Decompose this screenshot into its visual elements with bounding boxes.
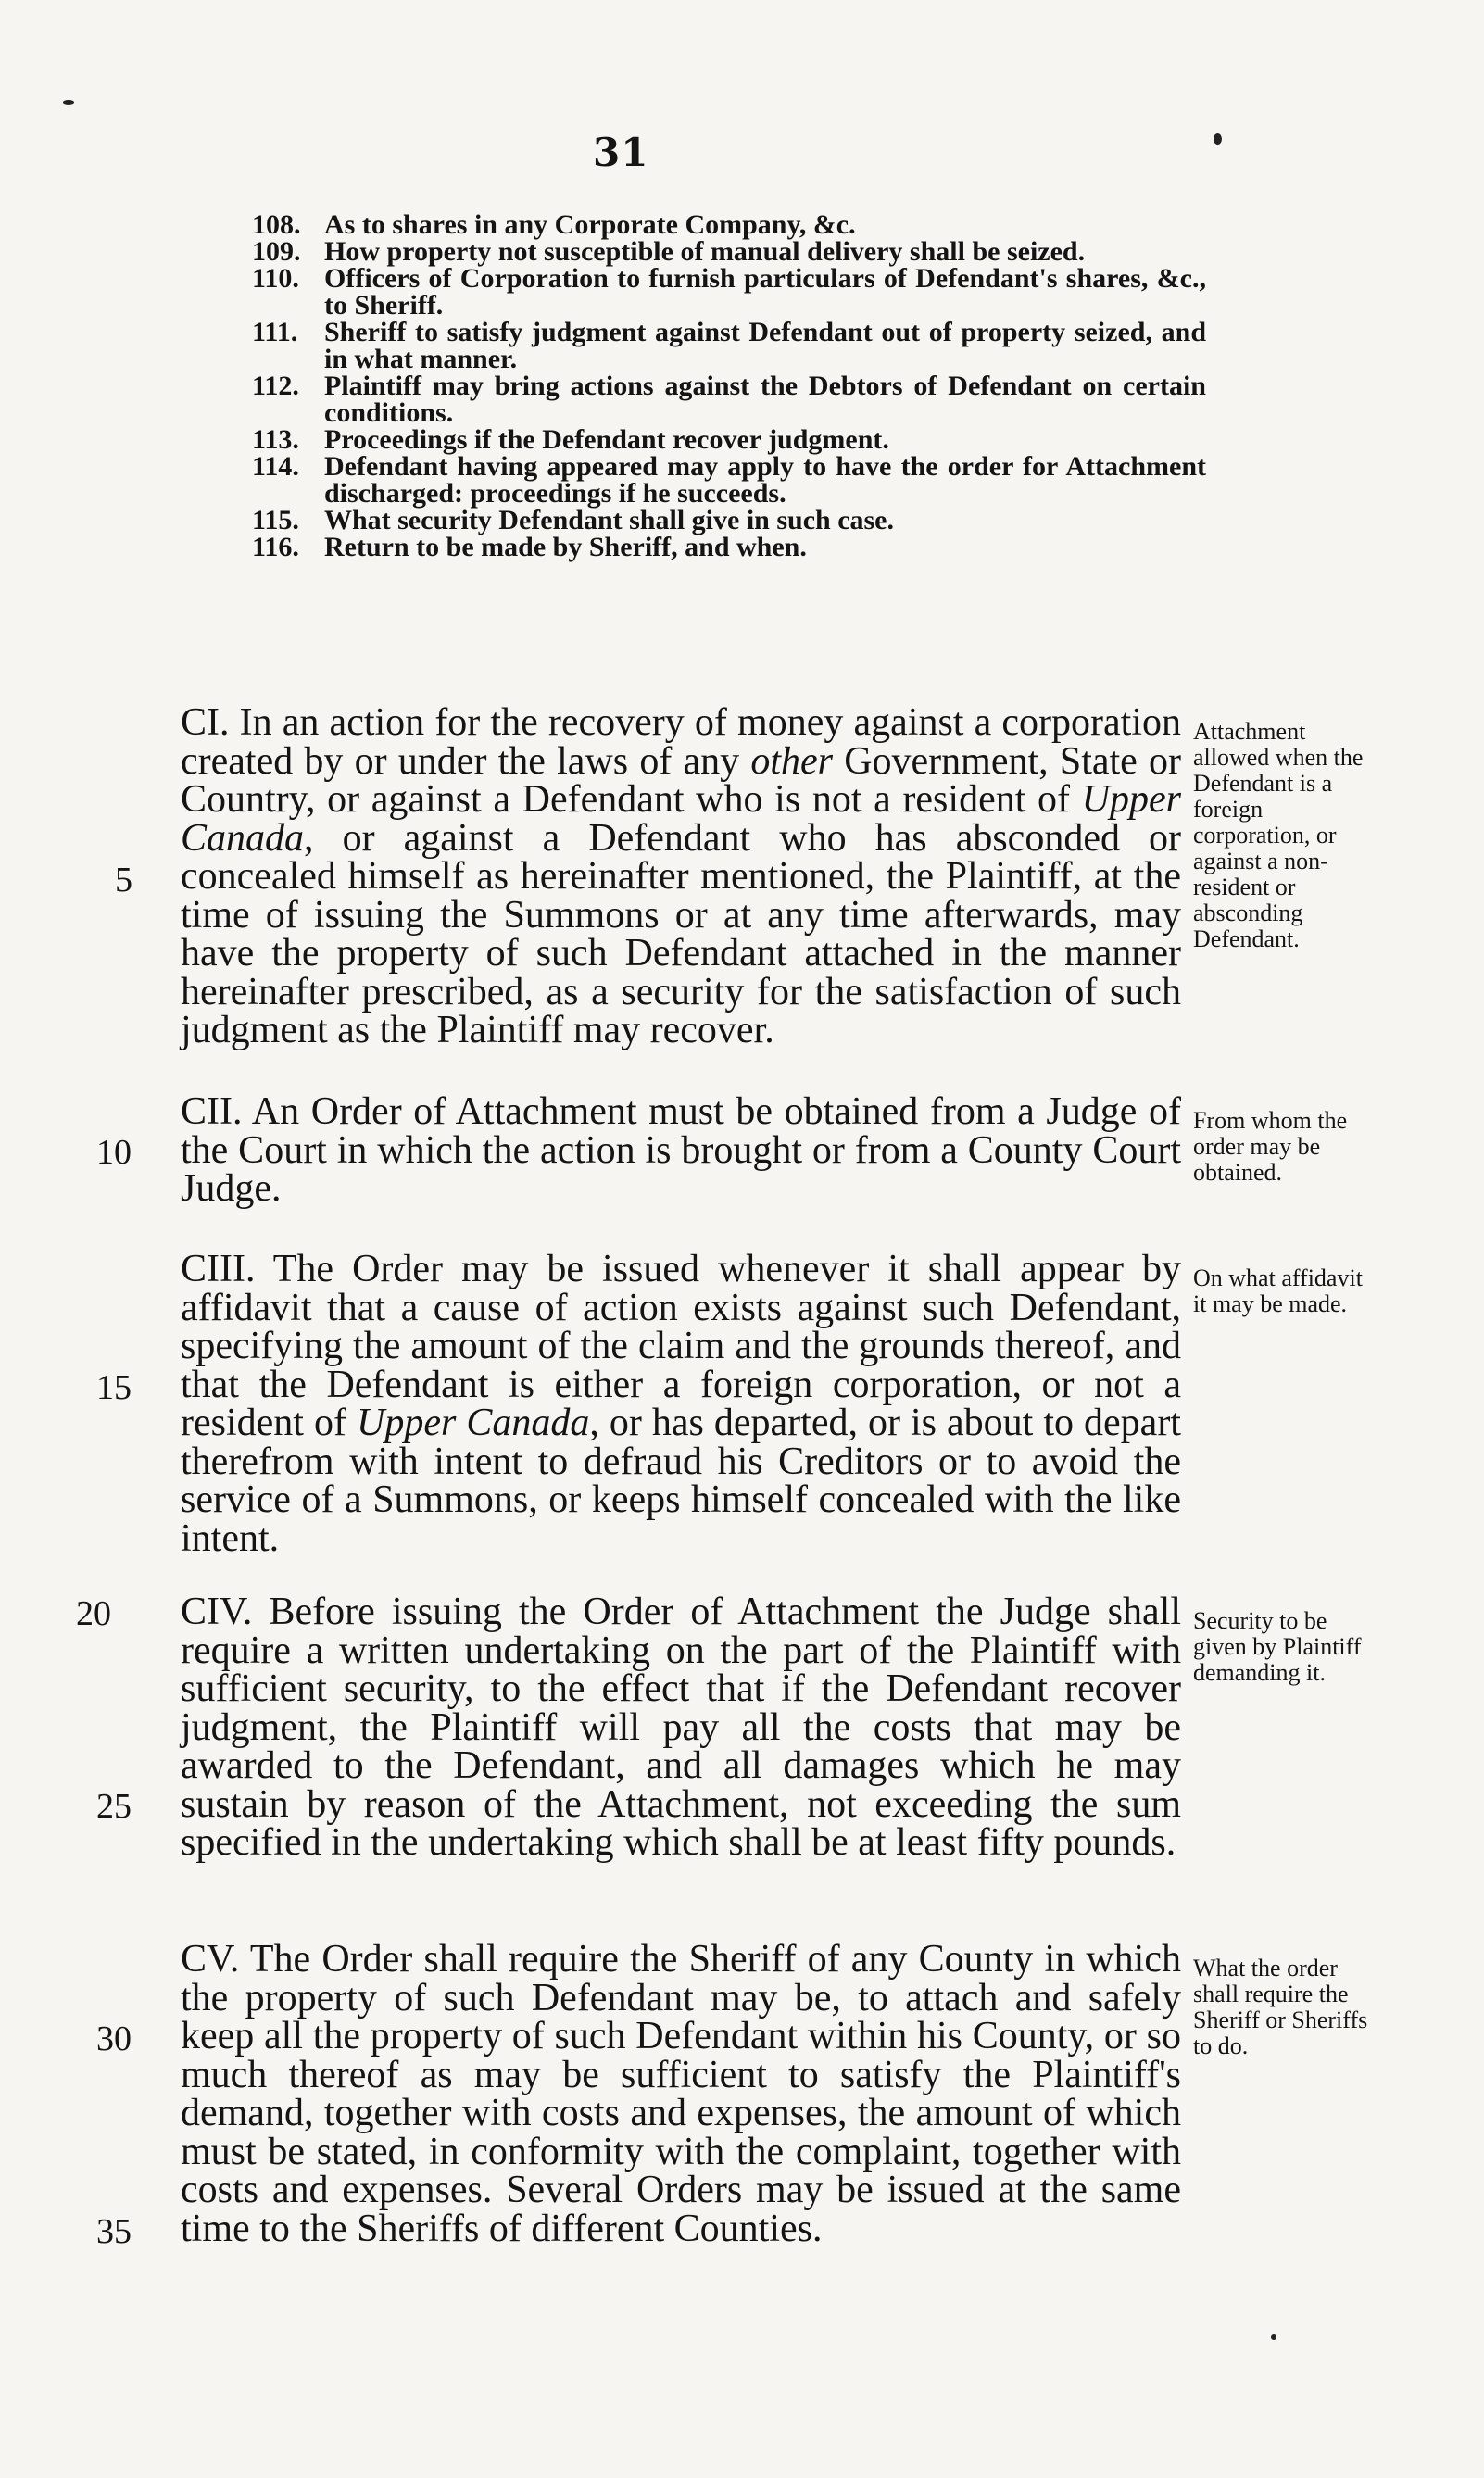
toc-item [252,453,1206,507]
section-number: CIV. [181,1591,253,1633]
toc-number: 108. [252,209,301,240]
page-number: 31 [593,130,649,175]
toc-number: 111. [252,317,298,347]
toc-text: Officers of Corporation to furnish particulars of Defendant's shares, &c., to Sheriff. [324,263,1206,321]
section-body [144,1090,1181,1210]
toc-text: As to shares in any Corporate Company, &c. [324,209,856,240]
emphasis: other [750,739,833,783]
toc-text: Plaintiff may bring actions against the Debtors of Defendant on certain conditions. [324,371,1206,428]
ink-speck [1214,133,1222,145]
paragraph [144,1090,1181,1210]
paragraph-text: The Order shall require the Sheriff of any County in which the property of such Defendant may be, to attach and safely keep all the property of such Defendant within his County, or so much thereof as may be sufficient to satisfy the Plaintiff's demand, together with costs and expenses, the amount of which must be stated, in conformity with the complaint, together with costs and expenses. Several Orders may be issued at the same time to the Sheriffs of different Counties. [181,1938,1181,2250]
section-number: CIII. [181,1248,256,1290]
paragraph-text: , or against a Defendant who has absconded or concealed himself as hereinafter mentioned, the Plaintiff, at the time of issuing the Summons or at any time afterwards, may have the property of such Defendant attached in the manner hereinafter prescribed, as a security for the satisfaction of such judgment as the Plaintiff may recover. [181,816,1181,1051]
paragraph [144,1248,1181,1560]
toc-item [252,211,1206,238]
section-body [144,1938,1181,2250]
toc-text: Sheriff to satisfy judgment against Defendant out of property seized, and in what manner. [324,317,1206,374]
section-body [144,1248,1181,1560]
paragraph-text: , or has departed, or is about to depart therefrom with intent to defraud his Creditors or to avoid the service of a Summons, or keeps himself concealed with the like intent. [181,1402,1181,1560]
toc-number: 112. [252,371,299,401]
toc-text: Return to be made by Sheriff, and when. [324,532,807,562]
section-number: CI. [181,701,230,744]
toc-item [252,426,1206,453]
toc-item [252,238,1206,265]
emphasis: Upper Canada [356,1402,590,1444]
toc-item [252,372,1206,426]
toc-number: 115. [252,505,299,535]
line-number: 25 [96,1787,132,1826]
line-number: 20 [76,1594,111,1633]
paragraph-text: Before issuing the Order of Attachment the Judge shall require a written undertaking on the part of the Plaintiff with sufficient security, to the effect that if the Defendant recover judgment, the Plaintiff will pay all the costs that may be awarded to the Defendant, and all damages which he may sustain by reason of the Attachment, not exceeding the sum specified in the undertaking which shall be at least fifty pounds. [181,1591,1181,1864]
section-number: CV. [181,1938,240,1981]
toc-text: Defendant having appeared may apply to have the order for Attachment discharged: proceedings if he succeeds. [324,451,1206,509]
paragraph [144,1593,1181,1863]
line-number: 5 [115,861,132,899]
toc-number: 109. [252,236,301,267]
line-number: 35 [96,2212,132,2251]
marginal-note: Attachment allowed when the Defendant is a foreign corporation, or against a non-resident or absconding Defendant. [1193,718,1364,952]
ink-speck [1271,2334,1276,2340]
paragraph [144,1938,1181,2250]
line-number: 15 [96,1368,132,1407]
section-body [144,1593,1181,1863]
marginal-note: On what affidavit it may be made. [1193,1264,1363,1317]
paragraph-text: Government, State or Country, or against a Defendant who is not a resident of [181,739,1181,821]
toc-number: 114. [252,451,299,482]
toc-text: How property not susceptible of manual delivery shall be seized. [324,236,1086,267]
paragraph-text: In an action for the recovery of money against a corporation created by or under the laws of any [181,701,1181,783]
ink-speck [63,100,74,105]
toc-number: 116. [252,532,299,562]
table-of-contents [252,211,1206,560]
toc-item [252,507,1206,534]
section-body [144,701,1181,1051]
toc-item [252,319,1206,372]
marginal-note: What the order shall require the Sheriff or Sheriffs to do. [1193,1955,1368,2059]
toc-item [252,534,1206,560]
paragraph [144,701,1181,1051]
marginal-note: Security to be given by Plaintiff demanding it. [1193,1607,1362,1686]
toc-text: What security Defendant shall give in such case. [324,505,894,535]
line-number: 30 [96,2019,132,2058]
toc-number: 110. [252,263,299,294]
toc-text: Proceedings if the Defendant recover judgment. [324,424,889,455]
section-number: CII. [181,1090,243,1133]
paragraph-text: An Order of Attachment must be obtained from a Judge of the Court in which the action is brought or from a County Court Judge. [181,1090,1181,1210]
emphasis: Upper Canada [181,778,1181,860]
toc-number: 113. [252,424,299,455]
paragraph-text: The Order may be issued whenever it shall appear by affidavit that a cause of action exists against such Defendant, specifying the amount of the claim and the grounds thereof, and that the Defendant is either a foreign corporation, or not a resident of [181,1248,1181,1444]
toc-item [252,265,1206,319]
marginal-note: From whom the order may be obtained. [1193,1107,1348,1186]
line-number: 10 [96,1133,132,1172]
